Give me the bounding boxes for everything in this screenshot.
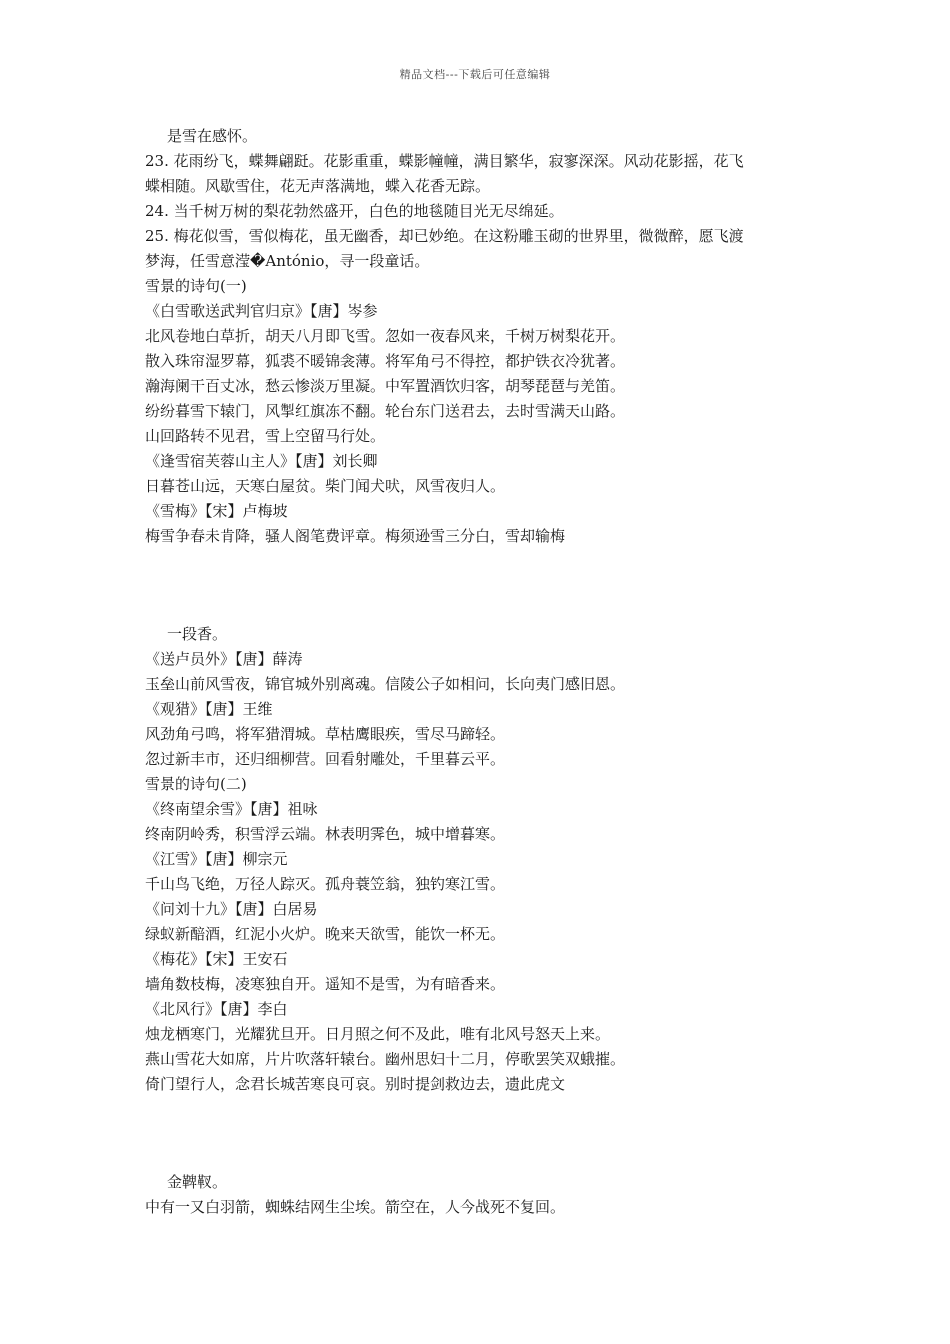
section-heading: 雪景的诗句(一) (145, 277, 247, 295)
poem-line: 终南阴岭秀，积雪浮云端。林表明霁色，城中增暮寒。 (145, 825, 506, 843)
list-item-25: 25. 梅花似雪，雪似梅花，虽无幽香，却已妙绝。在这粉雕玉砌的世界里，微微醉，愿飞渡 (145, 227, 744, 245)
poem-title: 《北风行》【唐】李白 (145, 1000, 288, 1018)
list-item-23: 23. 花雨纷飞，蝶舞翩跹。花影重重，蝶影幢幢，满目繁华，寂寥深深。风动花影摇，花飞 (145, 152, 744, 170)
poem-title: 《观猎》【唐】王维 (145, 700, 273, 718)
poem-title: 《问刘十九》【唐】白居易 (145, 900, 318, 918)
poem-line: 散入珠帘湿罗幕，狐裘不暖锦衾薄。将军角弓不得控，都护铁衣冷犹著。 (145, 352, 626, 370)
poem-line: 北风卷地白草折，胡天八月即飞雪。忽如一夜春风来，千树万树梨花开。 (145, 327, 626, 345)
poem-line: 倚门望行人，念君长城苦寒良可哀。别时提剑救边去，遗此虎文 (145, 1075, 566, 1093)
text-line: 一段香。 (167, 625, 228, 643)
poem-line: 忽过新丰市，还归细柳营。回看射雕处，千里暮云平。 (145, 750, 506, 768)
poem-title: 《送卢员外》【唐】薛涛 (145, 650, 303, 668)
poem-line: 梅雪争春未肯降，骚人阁笔费评章。梅须逊雪三分白，雪却输梅 (145, 527, 566, 545)
poem-line: 绿蚁新醅酒，红泥小火炉。晚来天欲雪，能饮一杯无。 (145, 925, 506, 943)
poem-title: 《逢雪宿芙蓉山主人》【唐】刘长卿 (145, 452, 378, 470)
poem-line: 烛龙栖寒门，光耀犹旦开。日月照之何不及此，唯有北风号怒天上来。 (145, 1025, 611, 1043)
poem-line: 千山鸟飞绝，万径人踪灭。孤舟蓑笠翁，独钓寒江雪。 (145, 875, 506, 893)
list-item-24: 24. 当千树万树的梨花勃然盛开，白色的地毯随目光无尽绵延。 (145, 202, 564, 220)
poem-line: 山回路转不见君，雪上空留马行处。 (145, 427, 386, 445)
text-line: 金鞞靫。 (167, 1173, 228, 1191)
section-heading: 雪景的诗句(二) (145, 775, 247, 793)
poem-line: 玉垒山前风雪夜，锦官城外别离魂。信陵公子如相问，长向夷门感旧恩。 (145, 675, 626, 693)
poem-title: 《终南望余雪》【唐】祖咏 (145, 800, 318, 818)
text-block-3 (145, 1170, 815, 1220)
text-line: 梦海，任雪意滢�António，寻一段童话。 (145, 252, 430, 270)
poem-title: 《江雪》【唐】柳宗元 (145, 850, 288, 868)
poem-line: 燕山雪花大如席，片片吹落轩辕台。幽州思妇十二月，停歌罢笑双蛾摧。 (145, 1050, 626, 1068)
poem-line: 日暮苍山远，天寒白屋贫。柴门闻犬吠，风雪夜归人。 (145, 477, 506, 495)
poem-title: 《梅花》【宋】王安石 (145, 950, 288, 968)
text-block-2 (145, 622, 815, 1097)
poem-line: 墙角数枝梅，凌寒独自开。遥知不是雪，为有暗香来。 (145, 975, 506, 993)
text-line: 是雪在感怀。 (167, 127, 258, 145)
document-header: 精品文档---下载后可任意编辑 (399, 68, 551, 81)
text-block-1 (145, 124, 815, 549)
poem-title: 《白雪歌送武判官归京》【唐】岑参 (145, 302, 378, 320)
poem-line: 瀚海阑干百丈冰，愁云惨淡万里凝。中军置酒饮归客，胡琴琵琶与羌笛。 (145, 377, 626, 395)
poem-line: 纷纷暮雪下辕门，风掣红旗冻不翻。轮台东门送君去，去时雪满天山路。 (145, 402, 626, 420)
text-line: 蝶相随。风歇雪住，花无声落满地，蝶入花香无踪。 (145, 177, 491, 195)
poem-line: 中有一又白羽箭，蜘蛛结网生尘埃。箭空在，人今战死不复回。 (145, 1198, 566, 1216)
poem-line: 风劲角弓鸣，将军猎渭城。草枯鹰眼疾，雪尽马蹄轻。 (145, 725, 506, 743)
poem-title: 《雪梅》【宋】卢梅坡 (145, 502, 288, 520)
